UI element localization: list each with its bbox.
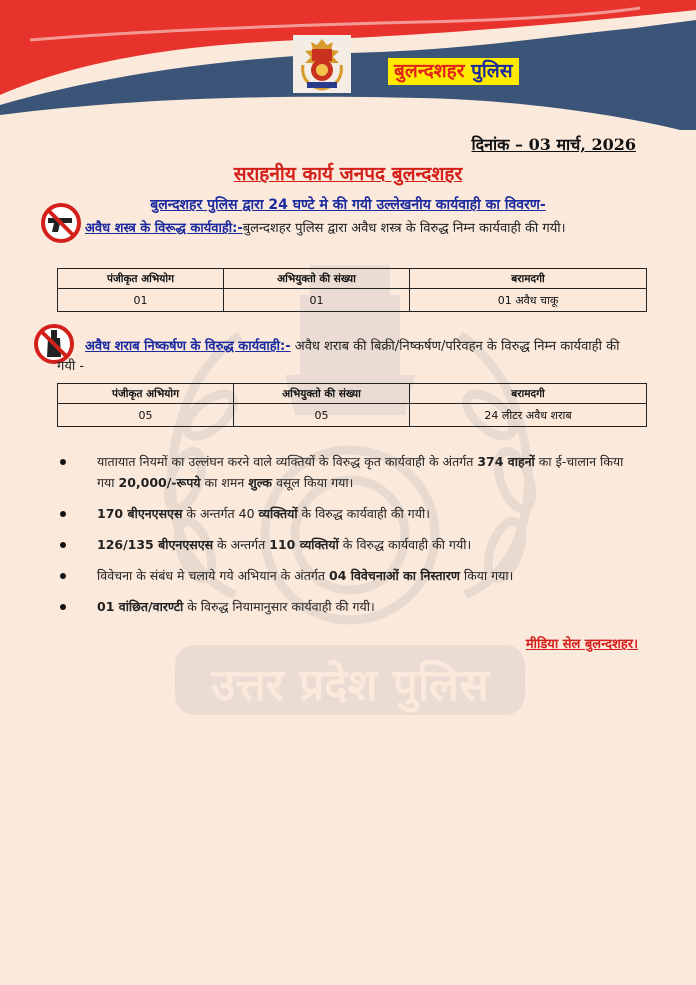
table-header-cell: अभियुक्तो की संख्या bbox=[224, 269, 410, 289]
list-item-bold: 126/135 बीएनएसएस bbox=[97, 537, 214, 552]
section2-table bbox=[57, 383, 647, 427]
table-cell: 01 bbox=[58, 289, 224, 312]
table-row bbox=[58, 404, 647, 427]
list-item-bold: 374 वाहनों bbox=[477, 454, 535, 469]
table-row bbox=[58, 289, 647, 312]
bullet-dot-icon bbox=[60, 604, 66, 610]
bullet-dot-icon bbox=[60, 542, 66, 548]
section1-text: बुलन्दशहर पुलिस द्वारा अवैध शस्त्र के विरुद्ध निम्न कार्यवाही की गयी। bbox=[242, 221, 566, 236]
list-item-bold: व्यक्तियों bbox=[258, 506, 298, 521]
bullet-dot-icon bbox=[60, 573, 66, 579]
section1-heading: अवैध शस्त्र के विरूद्ध कार्यवाही:- bbox=[85, 221, 243, 236]
list-item-text: वसूल किया गया। bbox=[271, 475, 354, 490]
list-item-text: के विरुद्ध कार्यवाही की गयी। bbox=[338, 537, 472, 552]
page-title: सराहनीय कार्य जनपद बुलन्दशहर bbox=[233, 163, 463, 185]
table-header-cell: बरामदगी bbox=[410, 269, 647, 289]
table-cell: 01 bbox=[224, 289, 410, 312]
table-header-cell: पंजीकृत अभियोग bbox=[58, 269, 224, 289]
watermark-text: उत्तर प्रदेश पुलिस bbox=[211, 660, 489, 711]
list-item-text: का ई-चालान किया गया bbox=[97, 454, 624, 490]
table-cell: 05 bbox=[234, 404, 410, 427]
org-name-part2: पुलिस bbox=[471, 60, 513, 82]
list-item-bold: 110 व्यक्तियों bbox=[269, 537, 339, 552]
section1-table bbox=[57, 268, 647, 312]
table-cell: 05 bbox=[58, 404, 234, 427]
table-header-row bbox=[58, 269, 647, 289]
page-subtitle: बुलन्दशहर पुलिस द्वारा 24 घण्टे मे की गयी उल्लेखनीय कार्यवाही का विवरण- bbox=[150, 197, 546, 213]
list-item-bold: 20,000/-रूपये bbox=[118, 475, 201, 490]
section1-paragraph bbox=[57, 219, 639, 239]
date-line: दिनांक – 03 मार्च, 2026 bbox=[471, 135, 636, 154]
up-police-emblem-icon bbox=[293, 35, 351, 93]
list-item-text: के विरुद्ध कार्यवाही की गयी। bbox=[297, 506, 430, 521]
list-item-bold: शुल्क bbox=[248, 475, 272, 490]
list-item bbox=[57, 596, 639, 617]
org-name-part1: बुलन्दशहर bbox=[394, 60, 465, 82]
section2-paragraph bbox=[57, 337, 639, 377]
section2-heading: अवैध शराब निष्कर्षण के विरुद्ध कार्यवाही:- bbox=[85, 339, 291, 354]
list-item-text: यातायात नियमों का उल्लंघन करने वाले व्यक्तियों के विरुद्ध कृत कार्यवाही के अंतर्गत bbox=[97, 454, 478, 469]
bullet-dot-icon bbox=[60, 511, 66, 517]
table-header-cell: पंजीकृत अभियोग bbox=[58, 384, 234, 404]
table-cell: 24 लीटर अवैध शराब bbox=[410, 404, 647, 427]
list-item bbox=[57, 534, 639, 555]
list-item-text: के अन्तर्गत bbox=[213, 537, 270, 552]
list-item-bold: 170 बीएनएसएस bbox=[97, 506, 183, 521]
list-item-text: के विरुद्ध नियामानुसार कार्यवाही की गयी। bbox=[183, 599, 375, 614]
bullet-dot-icon bbox=[60, 459, 66, 465]
list-item-bold: 04 विवेचनाओं का निस्तारण bbox=[329, 568, 460, 583]
list-item-text: किया गया। bbox=[459, 568, 514, 583]
list-item-bold: 01 वांछित/वारण्टी bbox=[97, 599, 184, 614]
list-item-text: का शमन bbox=[200, 475, 249, 490]
list-item-text: के अन्तर्गत 40 bbox=[182, 506, 259, 521]
section2-text: अवैध शराब की बिक्री/निष्कर्षण/परिवहन के विरुद्ध निम्न कार्यवाही की गयी - bbox=[57, 339, 620, 374]
org-name bbox=[388, 58, 519, 85]
list-item bbox=[57, 451, 639, 493]
list-item-text: विवेचना के संबंध मे चलाये गये अभियान के अंतर्गत bbox=[97, 568, 329, 583]
list-item bbox=[57, 565, 639, 586]
list-item bbox=[57, 503, 639, 524]
table-header-cell: बरामदगी bbox=[410, 384, 647, 404]
table-header-cell: अभियुक्तो की संख्या bbox=[234, 384, 410, 404]
table-header-row bbox=[58, 384, 647, 404]
action-list bbox=[57, 451, 639, 627]
signature: मीडिया सेल बुलन्दशहर। bbox=[525, 637, 638, 652]
table-cell: 01 अवैध चाकू bbox=[410, 289, 647, 312]
